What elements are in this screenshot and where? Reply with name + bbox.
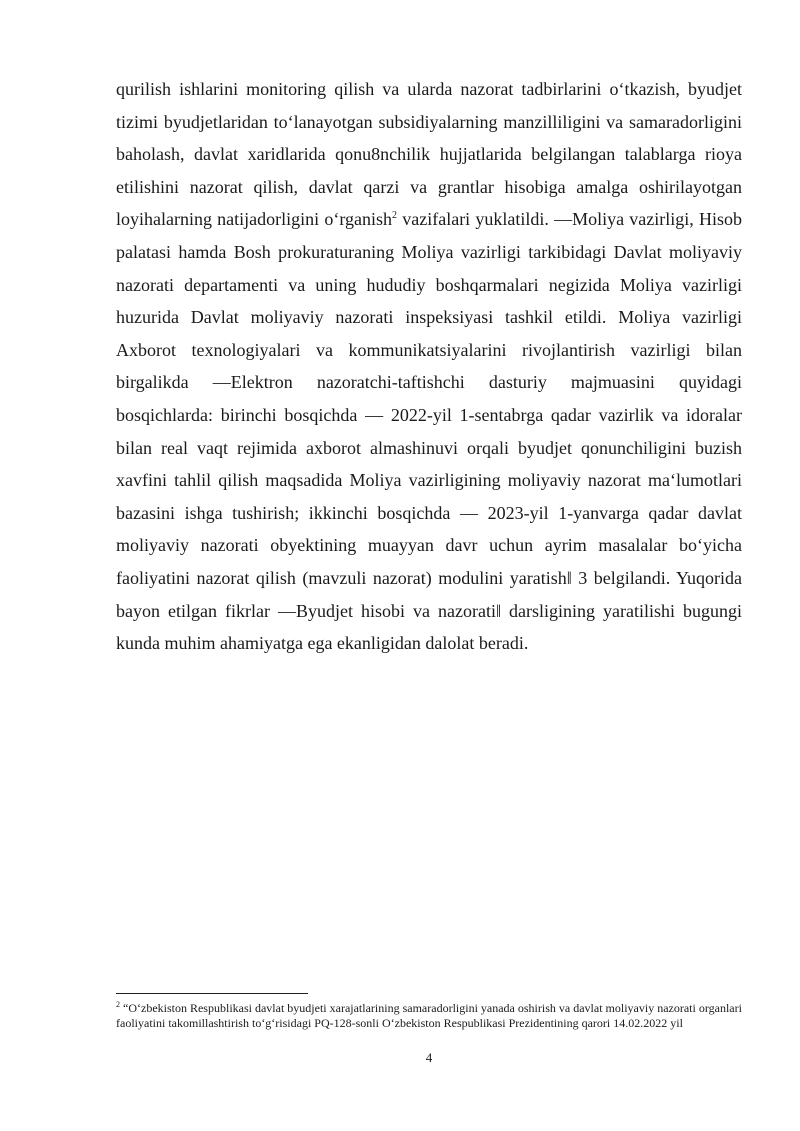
footnote-reference: 2: [392, 210, 398, 222]
body-text-part-2: vazifalari yuklatildi. ―Moliya vazirligi, Hisob palatasi hamda Bosh prokuraturaning Moliya vazirligi tarkibidagi Davlat moliyaviy nazorati departamenti va uning hududiy boshqarmalari negizida Moliya vazirligi huzurida Davlat moliyaviy nazorati inspeksiyasi tashkil etildi. Moliya vazirligi Axborot texnologiyalari va kommunikatsiyalarini rivojlantirish vazirligi bilan birgalikda ―Elektron nazoratchi-taftishchi dasturiy majmuasini quyidagi bosqichlarda: birinchi bosqichda — 2022-yil 1-sentabrga qadar vazirlik va idoralar bilan real vaqt rejimida axborot almashinuvi orqali byudjet qonunchiligini buzish xavfini tahlil qilish maqsadida Moliya vazirligining moliyaviy nazorat maʻlumotlari bazasini ishga tushirish; ikkinchi bosqichda — 2023-yil 1-yanvarga qadar davlat moliyaviy nazorati obyektining muayyan davr uchun ayrim masalalar boʻyicha faoliyatini nazorat qilish (mavzuli nazorat) modulini yaratish‖ 3 belgilandi. Yuqorida bayon etilgan fikrlar ―Byudjet hisobi va nazorati‖ darsligining yaratilishi bugungi kunda muhim ahamiyatga ega ekanligidan dalolat beradi.: [116, 209, 742, 654]
footnote-separator: [116, 993, 308, 994]
footnote: [116, 1001, 742, 1031]
footnote-marker: 2: [116, 1000, 120, 1009]
body-text-part-1: qurilish ishlarini monitoring qilish va ularda nazorat tadbirlarini oʻtkazish, byudjet tizimi byudjetlaridan toʻlanayotgan subsidiyalarning manzilliligini va samaradorligini baholash, davlat xaridlarida qonu8nchilik hujjatlarida belgilangan talablarga rioya etilishini nazorat qilish, davlat qarzi va grantlar hisobiga amalga oshirilayotgan loyihalarning natijadorligini oʻrganish: [116, 79, 742, 230]
footnote-text: “Oʻzbekiston Respublikasi davlat byudjeti xarajatlarining samaradorligini yanada oshirish va davlat moliyaviy nazorati organlari faoliyatini takomillashtirish toʻgʻrisidagi PQ-128-sonli Oʻzbekiston Respublikasi Prezidentining qarori 14.02.2022 yil: [116, 1001, 742, 1030]
page-number: 4: [425, 1050, 433, 1065]
body-paragraph: [116, 73, 742, 660]
